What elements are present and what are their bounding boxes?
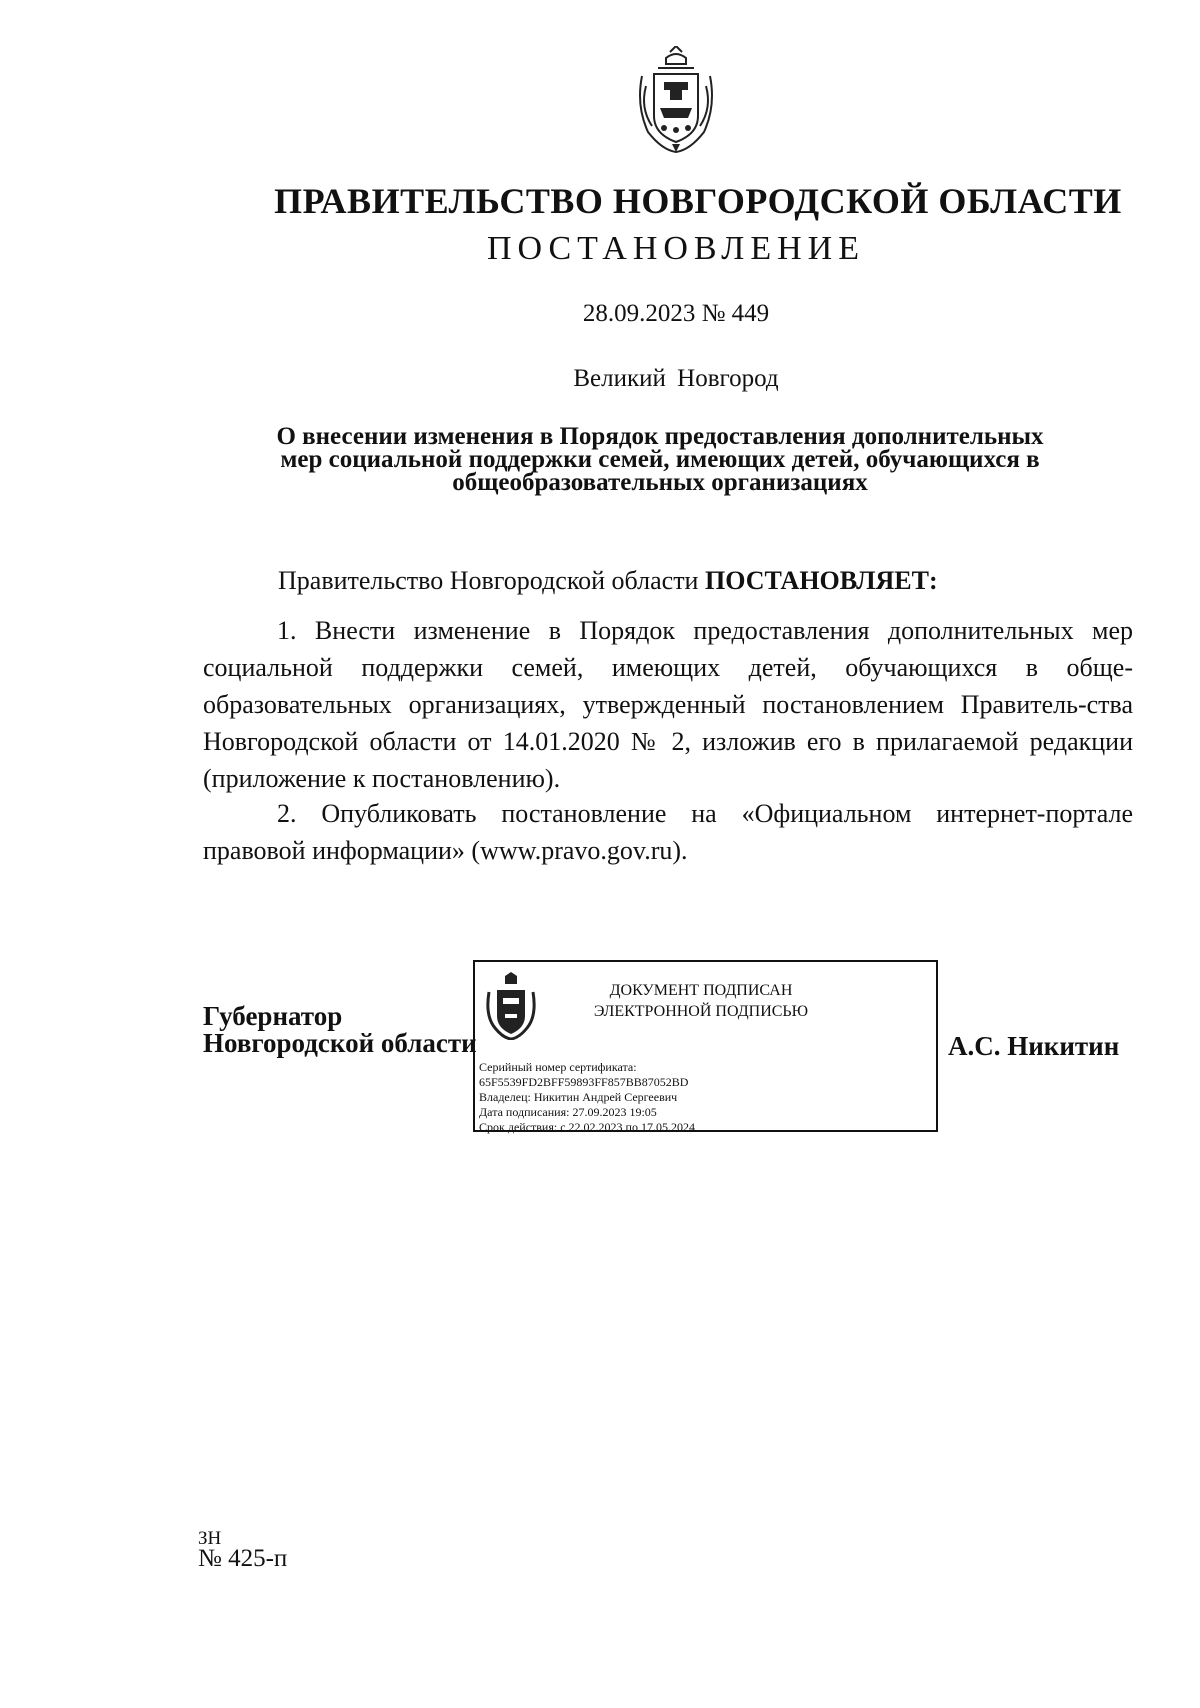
footer-initials: ЗН [198,1528,222,1549]
stamp-title [551,980,851,1022]
document-footer [198,1528,288,1572]
signing-date: Дата подписания: 27.09.2023 19:05 [479,1105,657,1119]
footer-number: № 425-п [198,1545,288,1572]
role-line: Новгородской области [203,1028,477,1058]
coat-of-arms-emblem [634,46,718,154]
resolution-intro [278,566,938,596]
document-date-number: 28.09.2023 № 449 [582,300,770,327]
role-line: Губернатор [203,1001,343,1031]
document-subject [210,425,1110,494]
government-title: ПРАВИТЕЛЬСТВО НОВГОРОДСКОЙ ОБЛАСТИ [274,181,1122,221]
resolution-item-2: 2. Опубликовать постановление на «Официальном интернет-портале правовой информации» (www.pravo.gov.ru). [203,799,1133,865]
stamp-emblem-icon [485,972,537,1040]
document-city: Великий Новгород [573,365,779,392]
intro-text: Правительство Новгородской области [278,566,705,595]
intro-keyword: ПОСТАНОВЛЯЕТ: [704,566,938,595]
resolution-item-1: 1. Внести изменение в Порядок предоставления дополнительных мер социальной поддержки семей, имеющих детей, обучающихся в обще-образовательных организациях, утвержденный постановлением Правитель-ства Новгородской области от 14.01.2020 № 2, изложив его в прилагаемой редакции (приложение к постановлению). [203,616,1133,793]
stamp-title-line: ДОКУМЕНТ ПОДПИСАН [609,982,793,999]
stamp-title-line: ЭЛЕКТРОННОЙ ПОДПИСЬЮ [593,1003,809,1020]
subject-line: мер социальной поддержки семей, имеющих детей, обучающихся в [280,446,1040,473]
stamp-details [479,1060,695,1135]
certificate-validity: Срок действия: с 22.02.2023 по 17.05.2024 [479,1120,695,1134]
subject-line: О внесении изменения в Порядок предоставления дополнительных [276,423,1044,450]
signer-name: А.С. Никитин [948,1031,1120,1061]
signatory-role [203,1003,477,1057]
certificate-owner: Владелец: Никитин Андрей Сергеевич [479,1090,678,1104]
subject-line: общеобразовательных организациях [452,469,868,496]
certificate-serial: 65F5539FD2BFF59893FF857BB87052BD [479,1075,689,1089]
document-type: ПОСТАНОВЛЕНИЕ [486,230,866,267]
electronic-signature-stamp [473,960,938,1132]
certificate-serial-label: Серийный номер сертификата: [479,1060,637,1074]
